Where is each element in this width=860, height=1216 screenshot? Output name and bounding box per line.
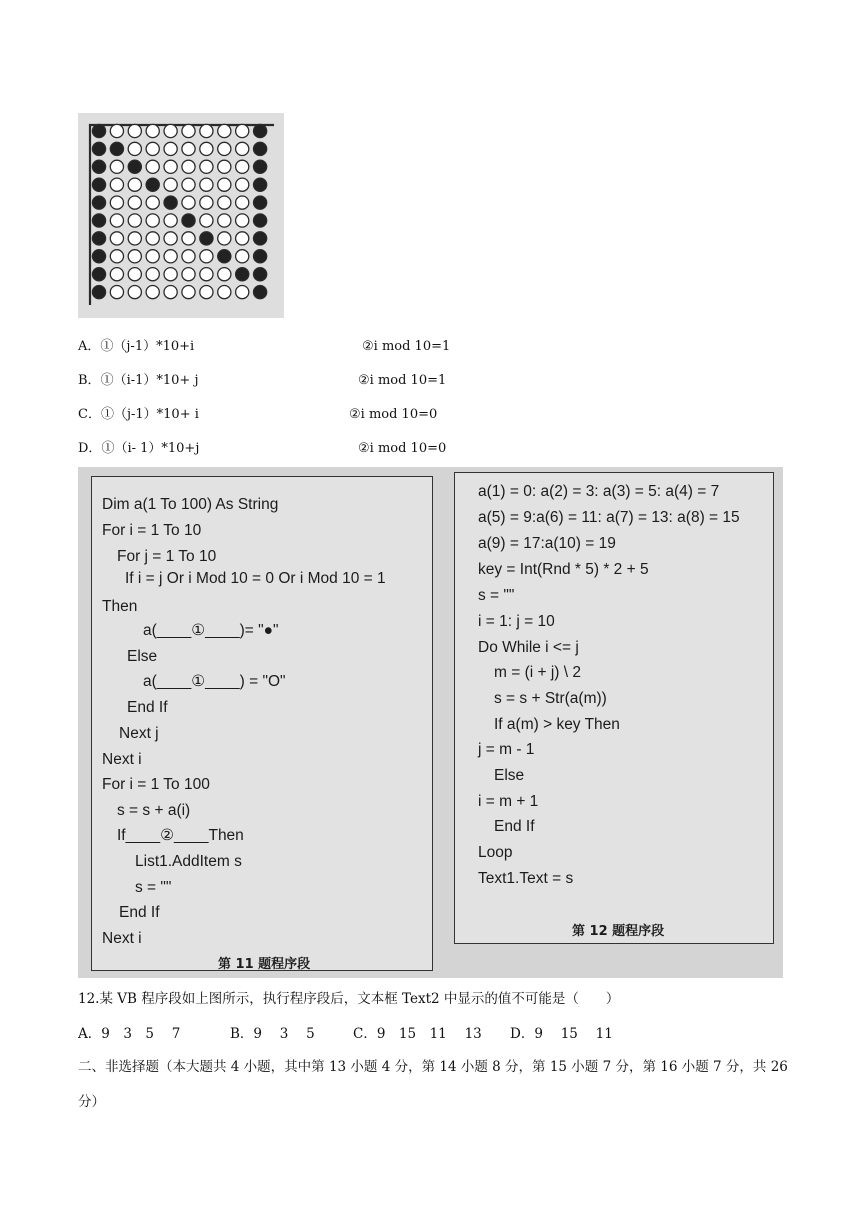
empty-dot xyxy=(200,142,213,155)
code-line: For i = 1 To 100 xyxy=(102,776,210,793)
code-line: End If xyxy=(119,904,160,921)
code-line: Next i xyxy=(102,930,142,947)
filled-dot xyxy=(254,268,267,281)
empty-dot xyxy=(164,286,177,299)
code-line: Next j xyxy=(119,725,159,742)
code-line: a(____①____) = "O" xyxy=(143,673,286,690)
code-line: Else xyxy=(127,648,158,665)
code-line: i = m + 1 xyxy=(478,793,539,810)
empty-dot xyxy=(146,286,159,299)
code-line: s = "" xyxy=(478,587,515,604)
empty-dot xyxy=(128,232,141,245)
empty-dot xyxy=(200,160,213,173)
empty-dot xyxy=(146,142,159,155)
filled-dot xyxy=(254,160,267,173)
filled-dot xyxy=(92,196,105,209)
option-blank1: ①（j-1）*10+ i xyxy=(100,407,199,422)
filled-dot xyxy=(92,142,105,155)
filled-dot xyxy=(164,196,177,209)
empty-dot xyxy=(110,178,123,191)
code-line: key = Int(Rnd * 5) * 2 + 5 xyxy=(478,561,649,578)
empty-dot xyxy=(128,286,141,299)
empty-dot xyxy=(218,142,231,155)
empty-dot xyxy=(236,178,249,191)
empty-dot xyxy=(218,232,231,245)
filled-dot xyxy=(218,250,231,263)
empty-dot xyxy=(236,250,249,263)
empty-dot xyxy=(110,286,123,299)
empty-dot xyxy=(218,196,231,209)
filled-dot xyxy=(110,142,123,155)
code-line: List1.AddItem s xyxy=(135,853,242,870)
filled-dot xyxy=(254,232,267,245)
empty-dot xyxy=(218,160,231,173)
filled-dot xyxy=(254,250,267,263)
empty-dot xyxy=(146,214,159,227)
empty-dot xyxy=(200,214,213,227)
empty-dot xyxy=(182,286,195,299)
code-line: Then xyxy=(102,598,138,615)
code-line: Do While i <= j xyxy=(478,639,579,656)
option-letter: D． xyxy=(78,441,102,456)
empty-dot xyxy=(182,160,195,173)
code-line: a(____①____)= "●" xyxy=(143,622,279,639)
code-line: End If xyxy=(494,818,535,835)
empty-dot xyxy=(164,250,177,263)
empty-dot xyxy=(236,160,249,173)
empty-dot xyxy=(164,124,177,137)
empty-dot xyxy=(236,214,249,227)
filled-dot xyxy=(92,268,105,281)
code-line: j = m - 1 xyxy=(478,741,535,758)
empty-dot xyxy=(164,214,177,227)
filled-dot xyxy=(92,160,105,173)
empty-dot xyxy=(110,268,123,281)
empty-dot xyxy=(182,196,195,209)
code-box-11 xyxy=(91,476,433,971)
empty-dot xyxy=(110,214,123,227)
q11-option-a xyxy=(78,338,451,356)
code-line: Text1.Text = s xyxy=(478,870,574,887)
empty-dot xyxy=(164,268,177,281)
q11-option-c xyxy=(78,406,438,424)
code-line: m = (i + j) \ 2 xyxy=(494,664,581,681)
empty-dot xyxy=(128,142,141,155)
option-blank2: ②i mod 10=0 xyxy=(349,407,438,422)
code-line: Next i xyxy=(102,751,142,768)
filled-dot xyxy=(92,178,105,191)
caption-12: 第 12 题程序段 xyxy=(572,924,665,939)
empty-dot xyxy=(110,160,123,173)
code-line: i = 1: j = 10 xyxy=(478,613,555,630)
empty-dot xyxy=(128,214,141,227)
dot-grid-figure-icon xyxy=(78,113,284,318)
q11-option-b xyxy=(78,372,447,390)
empty-dot xyxy=(200,286,213,299)
q11-option-d xyxy=(78,440,447,458)
empty-dot xyxy=(110,124,123,137)
empty-dot xyxy=(218,178,231,191)
filled-dot xyxy=(92,286,105,299)
empty-dot xyxy=(182,142,195,155)
code-line: a(1) = 0: a(2) = 3: a(3) = 5: a(4) = 7 xyxy=(478,483,720,500)
filled-dot xyxy=(254,214,267,227)
empty-dot xyxy=(164,142,177,155)
filled-dot xyxy=(146,178,159,191)
empty-dot xyxy=(236,124,249,137)
filled-dot xyxy=(92,214,105,227)
option-letter: A． xyxy=(78,339,101,354)
empty-dot xyxy=(146,268,159,281)
empty-dot xyxy=(200,268,213,281)
empty-dot xyxy=(128,124,141,137)
section-2-heading: 二、非选择题（本大题共 4 小题，其中第 13 小题 4 分，第 14 小题 8 分，第 15 小题 7 分，第 16 小题 7 分，共 26 分） xyxy=(78,1059,788,1110)
empty-dot xyxy=(164,178,177,191)
filled-dot xyxy=(236,268,249,281)
filled-dot xyxy=(92,232,105,245)
filled-dot xyxy=(254,286,267,299)
empty-dot xyxy=(200,196,213,209)
filled-dot xyxy=(254,196,267,209)
empty-dot xyxy=(146,124,159,137)
empty-dot xyxy=(146,250,159,263)
q12-options xyxy=(78,1024,778,1044)
empty-dot xyxy=(218,214,231,227)
code-line: s = s + Str(a(m)) xyxy=(494,690,607,707)
q12-option-b: B．9 3 5 xyxy=(230,1026,315,1042)
option-blank1: ①（i-1）*10+ j xyxy=(100,373,199,388)
code-line: If____②____Then xyxy=(117,827,244,844)
code-box-12 xyxy=(454,472,774,944)
option-blank2: ②i mod 10=0 xyxy=(358,441,447,456)
code-line: End If xyxy=(127,699,168,716)
empty-dot xyxy=(128,250,141,263)
option-blank2: ②i mod 10=1 xyxy=(358,373,447,388)
option-letter: B． xyxy=(78,373,101,388)
empty-dot xyxy=(182,250,195,263)
q12-option-a: A．9 3 5 7 xyxy=(78,1026,181,1042)
option-blank1: ①（i- 1）*10+j xyxy=(101,441,200,456)
q12-option-c: C．9 15 11 13 xyxy=(353,1026,482,1042)
empty-dot xyxy=(200,178,213,191)
empty-dot xyxy=(182,178,195,191)
filled-dot xyxy=(254,178,267,191)
option-letter: C． xyxy=(78,407,101,422)
code-line: a(5) = 9:a(6) = 11: a(7) = 13: a(8) = 15 xyxy=(478,509,740,526)
filled-dot xyxy=(254,142,267,155)
empty-dot xyxy=(110,196,123,209)
empty-dot xyxy=(128,268,141,281)
empty-dot xyxy=(200,250,213,263)
filled-dot xyxy=(92,124,105,137)
filled-dot xyxy=(128,160,141,173)
empty-dot xyxy=(164,232,177,245)
code-line: If i = j Or i Mod 10 = 0 Or i Mod 10 = 1 xyxy=(125,570,386,587)
code-line: Loop xyxy=(478,844,513,861)
filled-dot xyxy=(92,250,105,263)
empty-dot xyxy=(146,232,159,245)
code-line: s = "" xyxy=(135,879,172,896)
empty-dot xyxy=(182,124,195,137)
code-line: Else xyxy=(494,767,525,784)
empty-dot xyxy=(218,268,231,281)
filled-dot xyxy=(254,124,267,137)
empty-dot xyxy=(128,178,141,191)
option-blank1: ①（j-1）*10+i xyxy=(100,339,195,354)
empty-dot xyxy=(164,160,177,173)
empty-dot xyxy=(218,286,231,299)
q12-option-d: D．9 15 11 xyxy=(510,1026,613,1042)
q12-stem: 12.某 VB 程序段如上图所示，执行程序段后，文本框 Text2 中显示的值不可能是（ ） xyxy=(78,991,620,1007)
code-line: For j = 1 To 10 xyxy=(117,548,217,565)
code-photo xyxy=(78,467,783,978)
empty-dot xyxy=(236,286,249,299)
empty-dot xyxy=(128,196,141,209)
empty-dot xyxy=(146,160,159,173)
code-line: Dim a(1 To 100) As String xyxy=(102,496,279,513)
code-line: If a(m) > key Then xyxy=(494,716,620,733)
empty-dot xyxy=(236,196,249,209)
empty-dot xyxy=(236,142,249,155)
empty-dot xyxy=(146,196,159,209)
empty-dot xyxy=(218,124,231,137)
filled-dot xyxy=(182,214,195,227)
option-blank2: ②i mod 10=1 xyxy=(362,339,451,354)
empty-dot xyxy=(200,124,213,137)
dot-grid-figure xyxy=(78,113,284,318)
empty-dot xyxy=(236,232,249,245)
empty-dot xyxy=(110,250,123,263)
empty-dot xyxy=(182,232,195,245)
caption-11: 第 11 题程序段 xyxy=(218,957,311,972)
empty-dot xyxy=(182,268,195,281)
filled-dot xyxy=(200,232,213,245)
code-line: a(9) = 17:a(10) = 19 xyxy=(478,535,616,552)
code-line: For i = 1 To 10 xyxy=(102,522,202,539)
code-line: s = s + a(i) xyxy=(117,802,191,819)
empty-dot xyxy=(110,232,123,245)
